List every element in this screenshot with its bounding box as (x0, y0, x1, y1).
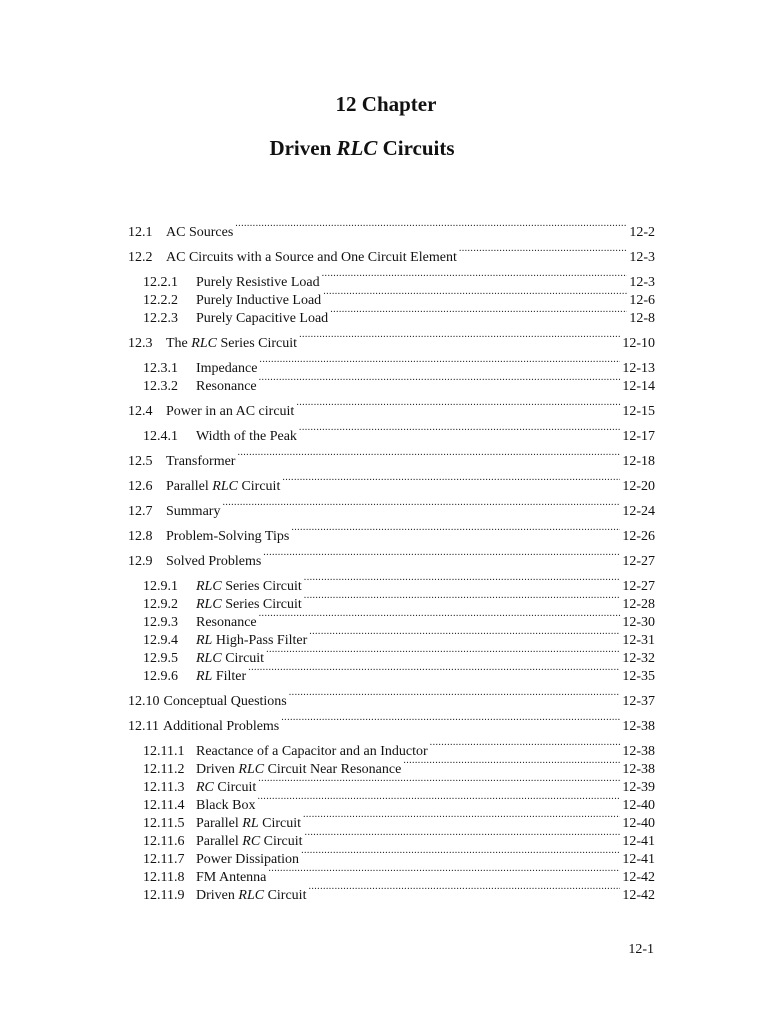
toc-entry-title (196, 833, 303, 851)
toc-entry-title-text: Impedance (196, 361, 258, 376)
toc-dot-leader (235, 218, 627, 236)
toc-entry[interactable] (128, 687, 655, 709)
toc-entry-number: 12.9.4 (143, 633, 178, 648)
toc-entry-page: 12-3 (629, 250, 655, 265)
toc-dot-leader (301, 845, 620, 863)
toc-entry-page: 12-41 (622, 834, 655, 849)
toc-entry-number: 12.9.3 (143, 615, 178, 630)
toc-entry-title-text: Circuit (213, 780, 257, 795)
toc-entry-title-italic: RL (196, 669, 213, 684)
toc-entry-page: 12-41 (622, 852, 655, 867)
toc-entry[interactable] (128, 522, 655, 544)
toc-entry-page: 12-24 (622, 504, 655, 519)
toc-entry-title-text: Circuit (237, 479, 281, 494)
toc-entry-number: 12.2.1 (143, 275, 178, 290)
toc-dot-leader (289, 687, 621, 705)
toc-entry-title-italic: RLC (196, 597, 222, 612)
toc-entry-title (163, 718, 279, 736)
toc-dot-leader (330, 304, 627, 322)
toc-entry-page: 12-20 (622, 479, 655, 494)
toc-entry-page: 12-10 (622, 336, 655, 351)
toc-dot-leader (268, 863, 620, 881)
toc-entry-title-text: Problem-Solving Tips (166, 529, 290, 544)
toc-entry-title-italic: RC (196, 780, 214, 795)
table-of-contents (128, 218, 655, 903)
toc-entry-page: 12-18 (622, 454, 655, 469)
toc-entry-title (196, 378, 257, 396)
chapter-title-pre: Driven (269, 136, 337, 160)
toc-entry-number: 12.2.3 (143, 311, 178, 326)
toc-entry-number: 12.9.5 (143, 651, 178, 666)
toc-entry-page: 12-27 (622, 579, 655, 594)
toc-entry-page: 12-39 (622, 780, 655, 795)
toc-entry-title-text: Width of the Peak (196, 429, 297, 444)
toc-entry[interactable] (128, 422, 655, 444)
toc-dot-leader (259, 608, 621, 626)
toc-entry-number: 12.6 (128, 479, 153, 494)
toc-entry-title-text: Circuit (260, 834, 303, 849)
toc-entry-page: 12-3 (629, 275, 655, 290)
toc-entry-title-text: Parallel (196, 834, 243, 849)
toc-entry-title-text: Resonance (196, 615, 257, 630)
toc-entry-number: 12.9.6 (143, 669, 178, 684)
toc-entry-number: 12.11.5 (143, 816, 185, 831)
toc-entry-number: 12.11.1 (143, 744, 185, 759)
toc-entry-title (196, 869, 266, 887)
toc-entry-number: 12.2.2 (143, 293, 178, 308)
toc-dot-leader (258, 791, 621, 809)
toc-entry-page: 12-42 (622, 870, 655, 885)
toc-entry-number: 12.9.2 (143, 597, 178, 612)
toc-entry[interactable] (128, 497, 655, 519)
toc-entry-title (196, 743, 428, 761)
toc-entry-page: 12-32 (622, 651, 655, 666)
toc-entry-title-italic: RLC (196, 579, 222, 594)
toc-dot-leader (459, 243, 628, 261)
toc-dot-leader (263, 547, 620, 565)
toc-entry-title-text: The (166, 336, 192, 351)
toc-entry-title-italic: RLC (196, 651, 222, 666)
toc-entry-title-text: AC Circuits with a Source and One Circuit Element (166, 250, 457, 265)
toc-dot-leader (304, 572, 621, 590)
toc-entry-number: 12.3 (128, 336, 153, 351)
toc-entry-title (196, 274, 320, 292)
toc-entry-title-text: Purely Capacitive Load (196, 311, 329, 326)
toc-dot-leader (248, 662, 620, 680)
toc-entry-number: 12.3.1 (143, 361, 178, 376)
toc-entry-number: 12.11.7 (143, 852, 185, 867)
toc-entry-page: 12-40 (622, 816, 655, 831)
toc-entry-title (196, 292, 321, 310)
toc-entry-title (166, 478, 280, 496)
toc-entry[interactable] (128, 447, 655, 469)
toc-entry-title-italic: RLC (191, 336, 217, 351)
toc-entry-page: 12-28 (622, 597, 655, 612)
toc-entry-number: 12.7 (128, 504, 153, 519)
toc-entry-title-text: Black Box (196, 798, 256, 813)
toc-entry-title (164, 693, 287, 711)
toc-entry-title-text: Transformer (166, 454, 236, 469)
toc-entry-number: 12.2 (128, 250, 153, 265)
toc-entry-title-text: Additional Problems (162, 719, 280, 734)
toc-entry-title-text: High-Pass Filter (212, 633, 308, 648)
toc-entry-number: 12.11.2 (143, 762, 185, 777)
toc-dot-leader (281, 712, 620, 730)
toc-entry-number: 12.11.4 (143, 798, 185, 813)
toc-entry-number: 12.1 (128, 225, 153, 240)
toc-entry-number: 12.4 (128, 404, 153, 419)
toc-dot-leader (305, 827, 621, 845)
toc-entry[interactable] (128, 218, 655, 240)
chapter-title-em: RLC (336, 136, 378, 160)
toc-entry-number: 12.11.8 (143, 870, 185, 885)
toc-entry-title-text: Parallel (196, 816, 243, 831)
toc-entry-title-text: Power in an AC circuit (166, 404, 295, 419)
toc-entry-page: 12-31 (622, 633, 655, 648)
toc-entry-number: 12.4.1 (143, 429, 178, 444)
toc-entry-title-text: Solved Problems (166, 554, 262, 569)
toc-entry-number: 12.11.9 (143, 888, 185, 903)
toc-entry-title (166, 553, 261, 571)
toc-entry-title-text: Power Dissipation (196, 852, 300, 867)
toc-entry-title-text: Purely Resistive Load (196, 275, 320, 290)
toc-entry-title (196, 578, 302, 596)
toc-entry-page: 12-42 (622, 888, 655, 903)
toc-entry-title (196, 779, 256, 797)
toc-entry-number: 12.11 (128, 719, 159, 734)
toc-entry-number: 12.11.3 (143, 780, 185, 795)
toc-entry-title (166, 403, 294, 421)
toc-entry[interactable] (128, 547, 655, 569)
toc-entry-page: 12-40 (622, 798, 655, 813)
chapter-heading: 12 Chapter (335, 92, 437, 116)
toc-entry-page: 12-26 (622, 529, 655, 544)
toc-entry-title-text: Reactance of a Capacitor and an Inductor (196, 744, 428, 759)
toc-entry-title (166, 224, 233, 242)
toc-entry-title (196, 310, 328, 328)
toc-entry-number: 12.5 (128, 454, 153, 469)
toc-entry-title-italic: RLC (238, 888, 265, 903)
toc-entry[interactable] (128, 354, 655, 376)
toc-entry[interactable] (128, 737, 655, 759)
toc-entry-title-text: Purely Inductive Load (196, 293, 322, 308)
toc-entry-page: 12-14 (622, 379, 655, 394)
toc-entry-title-italic: RL (196, 633, 213, 648)
toc-entry-title-text: Circuit Near Resonance (264, 762, 402, 777)
toc-entry-title (196, 797, 256, 815)
toc-dot-leader (430, 737, 621, 755)
toc-dot-leader (259, 372, 621, 390)
toc-entry-title-text: Conceptual Questions (163, 694, 287, 709)
page-number: 12-1 (628, 942, 654, 957)
toc-entry-title (196, 887, 306, 905)
toc-entry-title-text: Series Circuit (221, 579, 302, 594)
toc-entry-page: 12-30 (622, 615, 655, 630)
toc-entry-title-text: Resonance (196, 379, 257, 394)
chapter-title (0, 136, 724, 161)
toc-dot-leader (304, 590, 621, 608)
toc-entry-number: 12.3.2 (143, 379, 178, 394)
toc-entry[interactable] (128, 243, 655, 265)
toc-dot-leader (296, 397, 620, 415)
toc-entry-title (196, 428, 297, 446)
toc-entry-page: 12-2 (629, 225, 655, 240)
toc-entry-title (166, 335, 297, 353)
toc-dot-leader (299, 329, 620, 347)
toc-entry-page: 12-38 (622, 719, 655, 734)
toc-dot-leader (309, 626, 620, 644)
toc-entry-title (196, 360, 257, 378)
toc-entry-number: 12.10 (128, 694, 160, 709)
toc-entry-page: 12-35 (622, 669, 655, 684)
toc-entry[interactable] (128, 572, 655, 594)
toc-entry-page: 12-6 (629, 293, 655, 308)
toc-dot-leader (323, 286, 627, 304)
toc-entry-title (166, 249, 457, 267)
toc-entry[interactable] (128, 712, 655, 734)
toc-entry-title-italic: RLC (212, 479, 238, 494)
toc-entry[interactable] (128, 472, 655, 494)
toc-dot-leader (282, 472, 620, 490)
toc-dot-leader (303, 809, 620, 827)
toc-dot-leader (308, 881, 620, 899)
toc-entry-title (166, 503, 220, 521)
toc-entry-title (166, 453, 235, 471)
toc-entry-number: 12.11.6 (143, 834, 185, 849)
toc-entry-title-italic: RC (242, 834, 261, 849)
toc-entry[interactable] (128, 268, 655, 290)
toc-entry-page: 12-37 (622, 694, 655, 709)
toc-dot-leader (258, 773, 620, 791)
toc-dot-leader (403, 755, 620, 773)
toc-entry-title-text: Filter (212, 669, 247, 684)
toc-entry-page: 12-17 (622, 429, 655, 444)
toc-dot-leader (237, 447, 620, 465)
toc-entry-page: 12-38 (622, 762, 655, 777)
toc-entry-title-text: Circuit (264, 888, 307, 903)
toc-entry-page: 12-27 (622, 554, 655, 569)
toc-dot-leader (222, 497, 620, 515)
toc-dot-leader (291, 522, 620, 540)
toc-entry-number: 12.9.1 (143, 579, 178, 594)
toc-entry-title-text: FM Antenna (196, 870, 267, 885)
toc-entry[interactable] (128, 329, 655, 351)
toc-entry-title (166, 528, 289, 546)
toc-dot-leader (259, 354, 620, 372)
toc-entry-title (196, 668, 246, 686)
toc-entry-title-italic: RLC (238, 762, 265, 777)
toc-entry-number: 12.8 (128, 529, 153, 544)
toc-entry-title-text: Summary (166, 504, 221, 519)
toc-entry-page: 12-13 (622, 361, 655, 376)
toc-entry-title-text: Driven (196, 888, 239, 903)
toc-entry-title-text: Series Circuit (216, 336, 298, 351)
toc-entry-title-text: Series Circuit (221, 597, 302, 612)
chapter-title-post: Circuits (377, 136, 455, 160)
toc-entry-title-text: Circuit (258, 816, 301, 831)
toc-entry-number: 12.9 (128, 554, 153, 569)
toc-entry-page: 12-15 (622, 404, 655, 419)
toc-entry-title-text: Circuit (221, 651, 265, 666)
toc-entry-title (196, 815, 301, 833)
toc-entry-title (196, 614, 257, 632)
toc-entry-page: 12-8 (629, 311, 655, 326)
toc-entry-title-text: AC Sources (166, 225, 234, 240)
toc-entry-title-text: Parallel (166, 479, 213, 494)
toc-dot-leader (266, 644, 620, 662)
toc-dot-leader (299, 422, 620, 440)
toc-entry-title-text: Driven (196, 762, 239, 777)
toc-entry-page: 12-38 (622, 744, 655, 759)
toc-entry-title-italic: RL (242, 816, 259, 831)
toc-dot-leader (322, 268, 628, 286)
toc-entry[interactable] (128, 397, 655, 419)
